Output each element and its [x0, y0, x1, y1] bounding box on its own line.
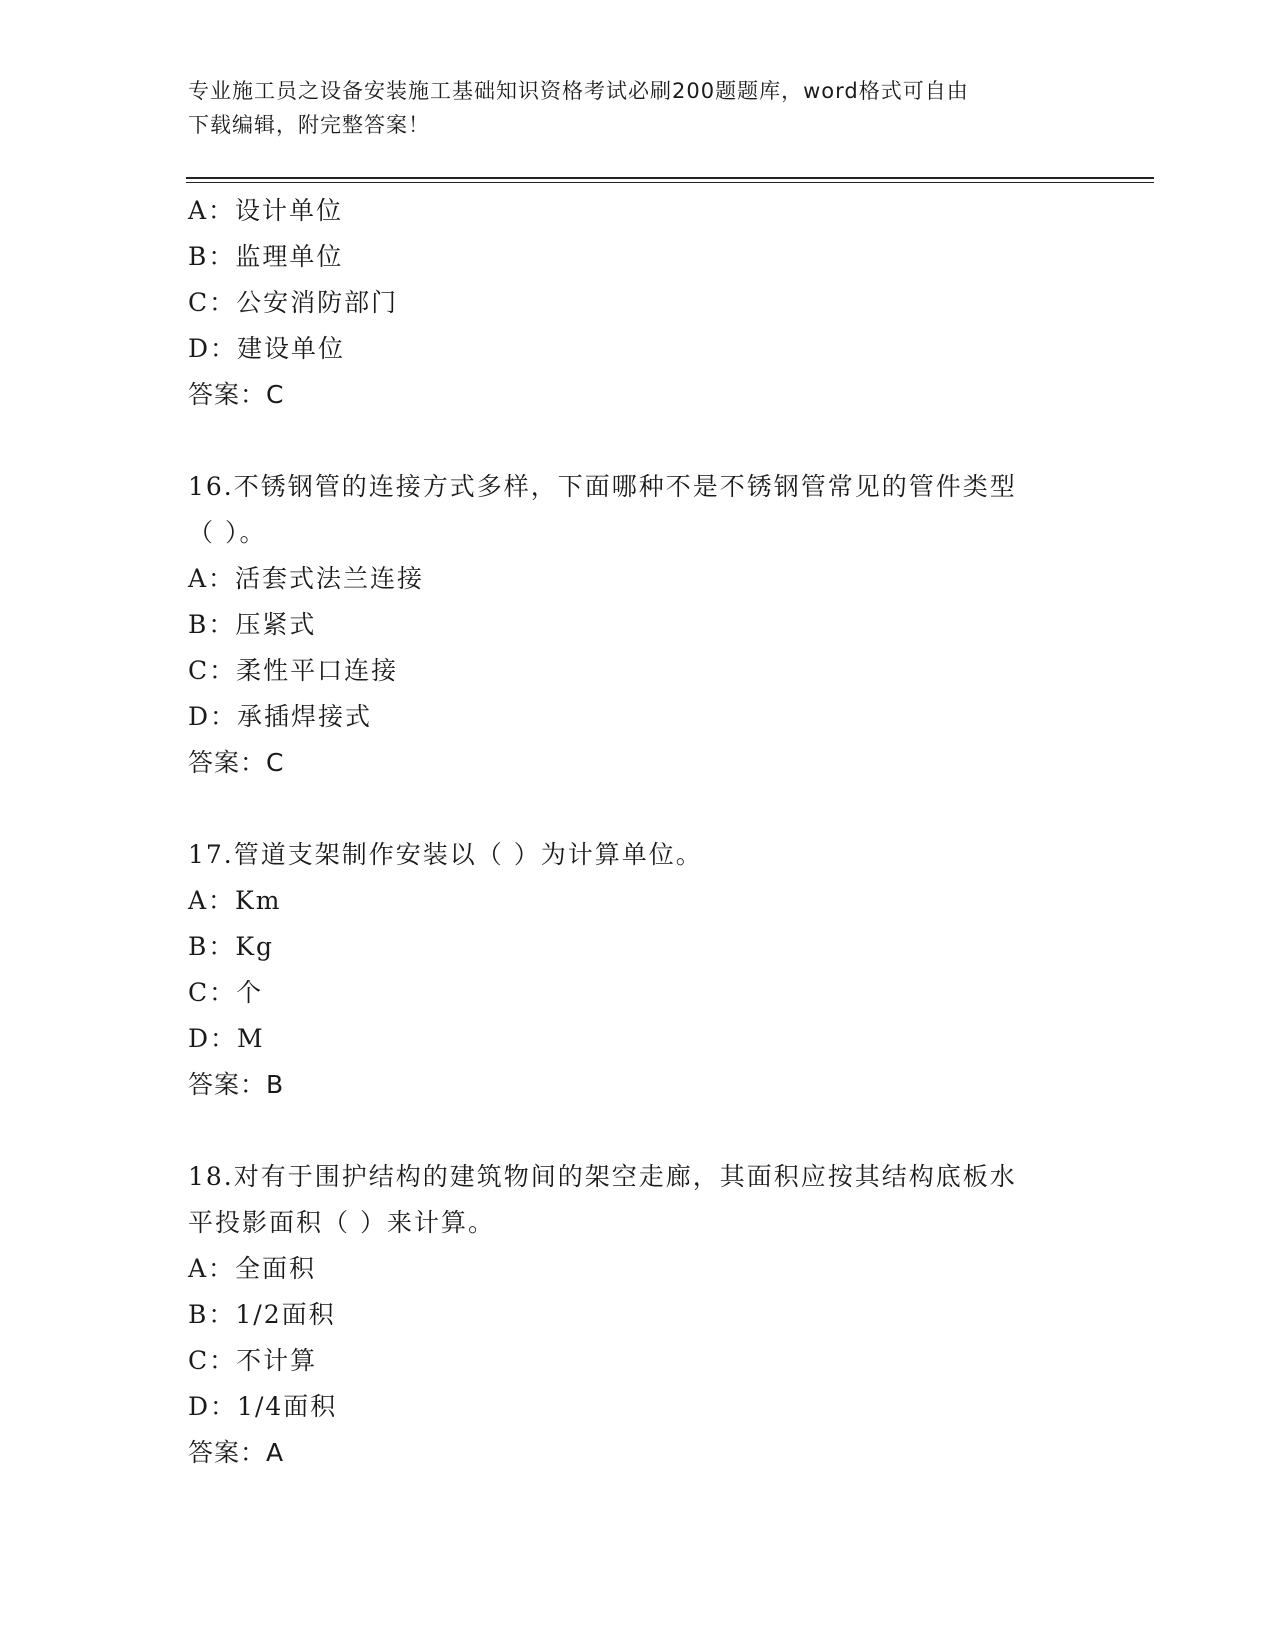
header-divider-thick — [186, 177, 1154, 179]
answer: 答案：C — [188, 380, 285, 409]
question-stem-line-2: 平投影面积（ ）来计算。 — [188, 1208, 495, 1237]
question-18 — [188, 1154, 1088, 1476]
question-stem-line-1: 17.管道支架制作安装以（ ）为计算单位。 — [188, 840, 703, 869]
option-d: D：建设单位 — [188, 334, 346, 363]
option-a: A：设计单位 — [188, 196, 344, 225]
question-stem-line-1: 16.不锈钢管的连接方式多样，下面哪种不是不锈钢管常见的管件类型 — [188, 472, 1017, 501]
option-c: C：不计算 — [188, 1346, 318, 1375]
option-b: B：监理单位 — [188, 242, 344, 271]
question-16 — [188, 464, 1088, 786]
question-15 — [188, 188, 1088, 418]
option-b: B：压紧式 — [188, 610, 317, 639]
question-stem-line-2: （ ）。 — [188, 518, 267, 547]
option-d: D：1/4面积 — [188, 1392, 338, 1421]
option-a: A：全面积 — [188, 1254, 317, 1283]
option-d: D：承插焊接式 — [188, 702, 373, 731]
answer: 答案：A — [188, 1438, 285, 1467]
option-c: C：公安消防部门 — [188, 288, 399, 317]
question-list — [188, 188, 1088, 1476]
option-c: C：个 — [188, 978, 264, 1007]
header-line-1: 专业施工员之设备安装施工基础知识资格考试必刷200题题库，word格式可自由 — [188, 79, 969, 103]
option-a: A：活套式法兰连接 — [188, 564, 425, 593]
option-c: C：柔性平口连接 — [188, 656, 399, 685]
answer: 答案：C — [188, 748, 285, 777]
option-b: B：Kg — [188, 932, 275, 961]
question-stem-line-1: 18.对有于围护结构的建筑物间的架空走廊，其面积应按其结构底板水 — [188, 1162, 1017, 1191]
question-17 — [188, 832, 1088, 1108]
option-d: D：M — [188, 1024, 265, 1053]
document-header — [188, 74, 1088, 142]
header-divider-thin — [186, 182, 1154, 183]
answer: 答案：B — [188, 1070, 285, 1099]
option-a: A：Km — [188, 886, 282, 915]
option-b: B：1/2面积 — [188, 1300, 336, 1329]
header-line-2: 下载编辑，附完整答案！ — [188, 113, 430, 137]
